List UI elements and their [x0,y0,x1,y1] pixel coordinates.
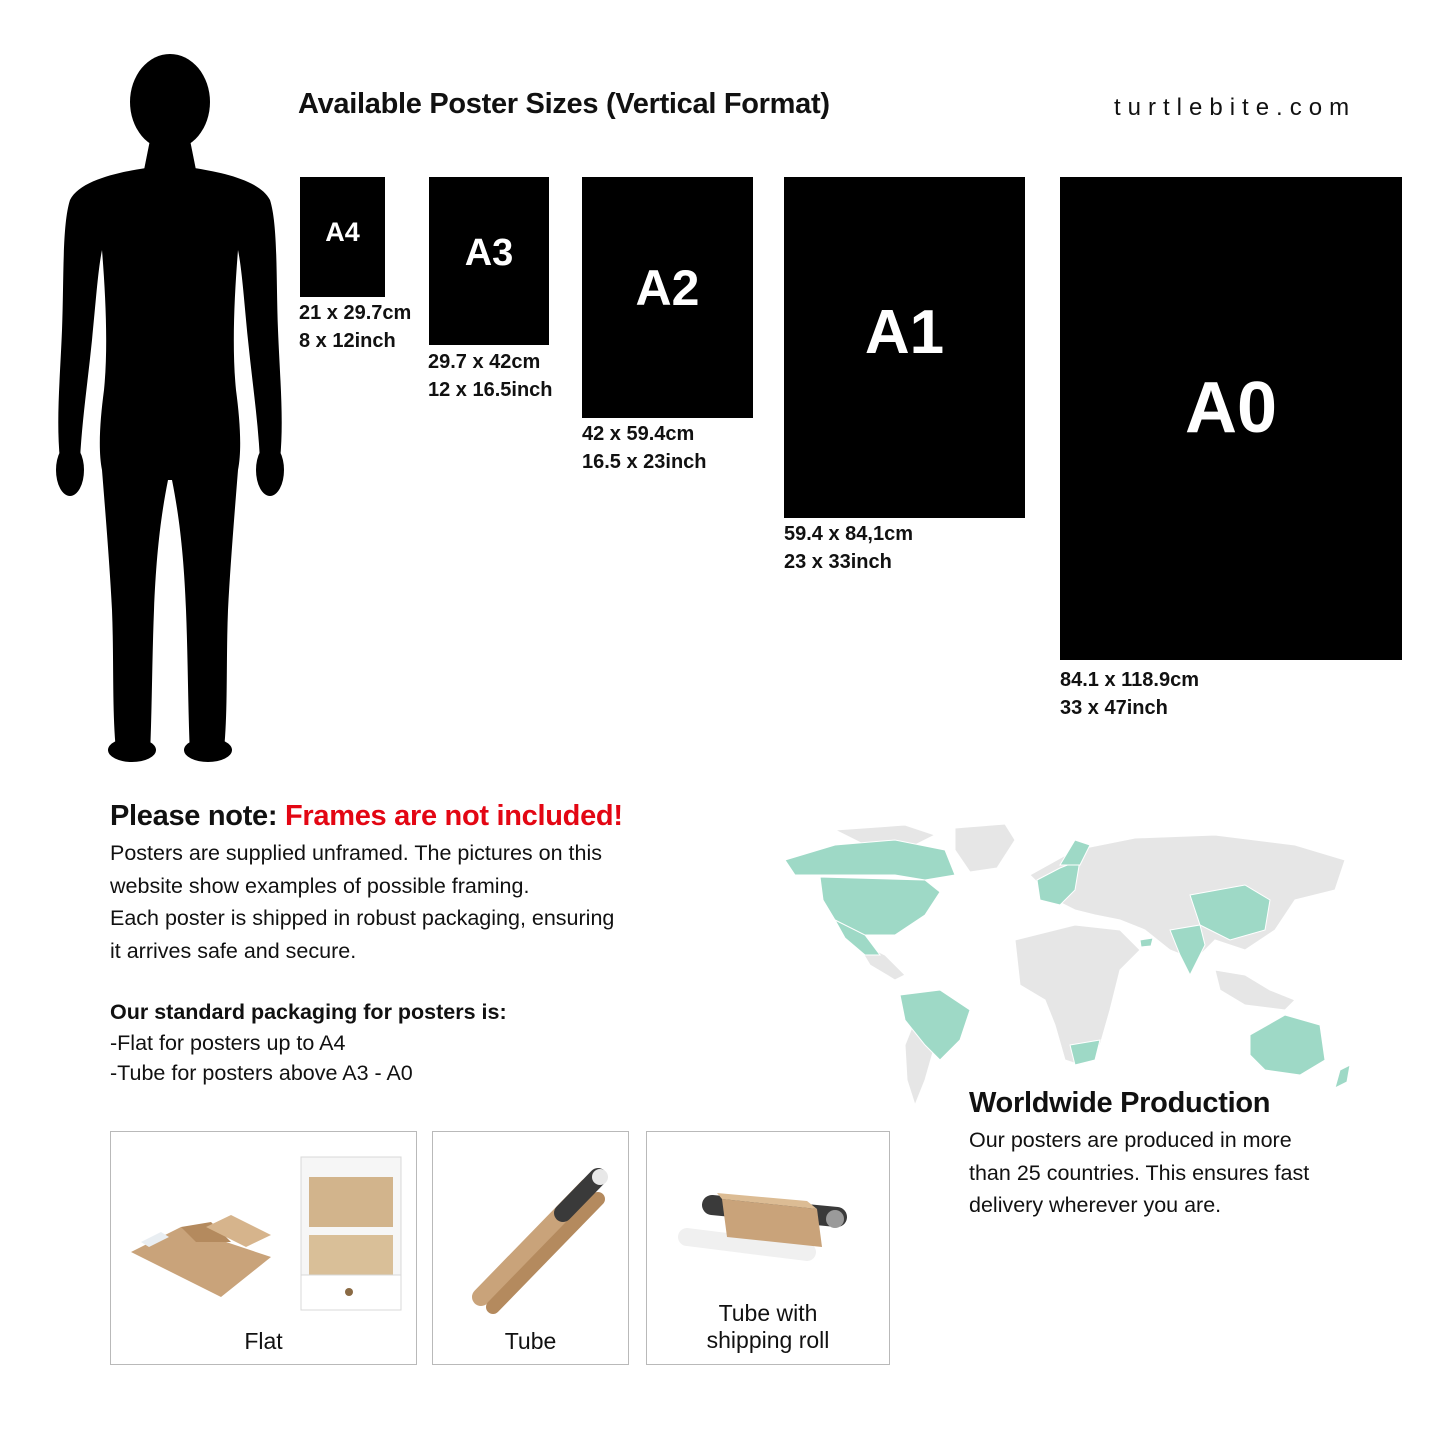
world-map [775,820,1385,1115]
page-title: Available Poster Sizes (Vertical Format) [298,88,830,120]
list-item: -Tube for posters above A3 - A0 [110,1061,413,1085]
poster-label: A4 [325,216,360,247]
poster-label: A3 [464,231,514,274]
poster-a0-size: 84.1 x 118.9cm 33 x 47inch [1060,669,1200,719]
poster-a2 [582,177,753,418]
poster-a1-size: 59.4 x 84,1cm 23 x 33inch [784,523,913,573]
poster-label: A0 [1184,368,1278,448]
flat-packaging-image [121,1147,406,1322]
brand-name: turtlebite.com [1114,94,1357,121]
frames-note-heading: Please note: Frames are not included! [110,800,623,832]
list-item: -Flat for posters up to A4 [110,1031,346,1055]
frames-warning: Frames are not included! [285,800,623,832]
worldwide-text: Our posters are produced in more than 25 countries. This ensures fast delivery wherever you are. [969,1128,1310,1217]
packaging-list [110,1028,413,1088]
poster-a4-size: 21 x 29.7cm 8 x 12inch [299,302,412,352]
poster-a0 [1060,177,1402,660]
roll-packaging-image [677,1177,862,1287]
roll-label: Tube with shipping roll [706,1300,830,1353]
poster-a4 [300,177,385,297]
packaging-tube-card [432,1131,629,1365]
flat-label: Flat [244,1328,283,1354]
frames-note-text: Posters are supplied unframed. The pictures on this website show examples of possible framing. Each poster is shipped in robust packaging, ensuring it arrives safe and secure. [110,841,615,963]
poster-a3 [429,177,549,345]
tube-label: Tube [504,1328,557,1354]
poster-a3-size: 29.7 x 42cm 12 x 16.5inch [428,351,553,401]
poster-a1 [784,177,1025,518]
packaging-flat-card [110,1131,417,1365]
poster-a2-size: 42 x 59.4cm 16.5 x 23inch [582,423,707,473]
worldwide-heading: Worldwide Production [969,1087,1271,1119]
packaging-heading: Our standard packaging for posters is: [110,1000,507,1024]
poster-label: A2 [635,259,700,316]
packaging-roll-card [646,1131,890,1365]
poster-label: A1 [864,298,945,367]
tube-packaging-image [453,1157,613,1322]
human-silhouette [50,50,290,770]
